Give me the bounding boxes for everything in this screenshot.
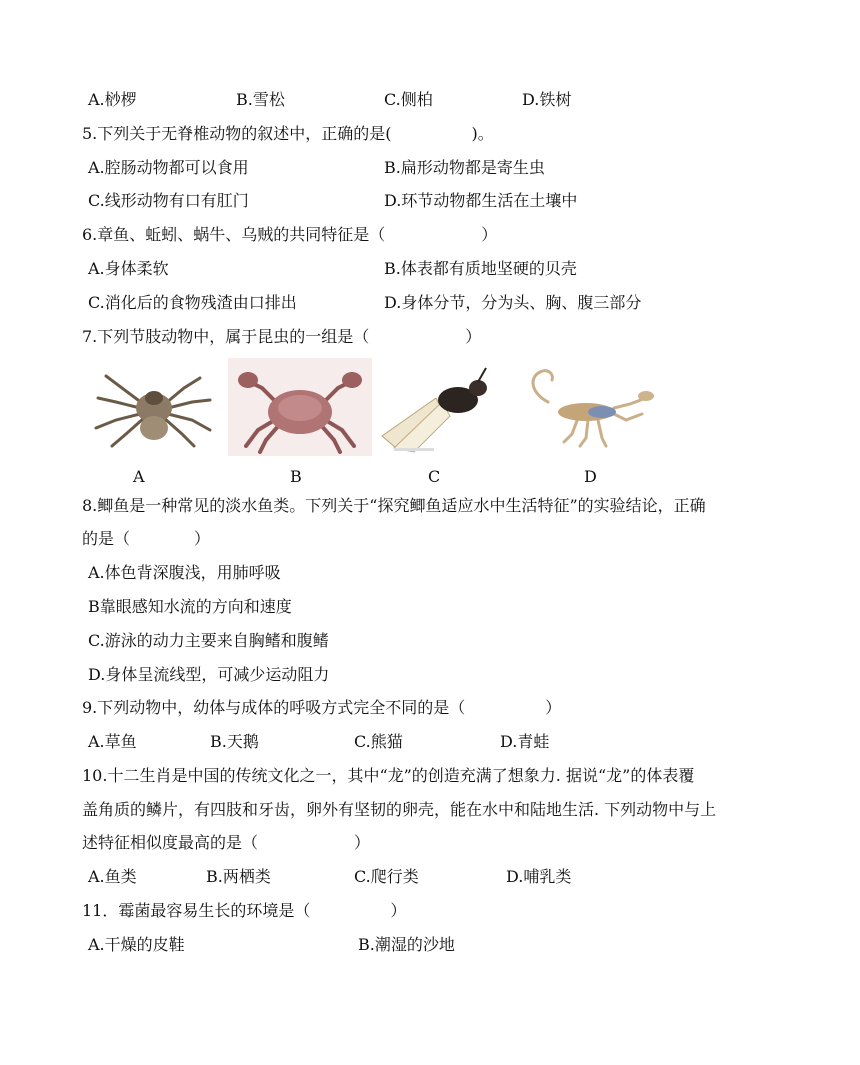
q4-option-d: D.铁树: [522, 90, 572, 109]
q8-option-c: C.游泳的动力主要来自胸鳍和腹鳍: [88, 631, 329, 650]
q8-stem-line2: 的是（ ）: [82, 529, 211, 548]
q7-image-row: [82, 358, 682, 458]
q10-option-d: D.哺乳类: [506, 867, 572, 886]
q8-stem-line1: 8.鲫鱼是一种常见的淡水鱼类。下列关于“探究鲫鱼适应水中生活特征”的实验结论，正确: [82, 496, 706, 515]
spider-image: [82, 358, 224, 456]
crab-image: [228, 358, 372, 456]
q5-option-b: B.扁形动物都是寄生虫: [384, 158, 545, 177]
q7-stem: 7.下列节肢动物中，属于昆虫的一组是（ ）: [82, 327, 482, 346]
q5-stem: 5.下列关于无脊椎动物的叙述中，正确的是( )。: [82, 124, 494, 143]
q10-stem-line3: 述特征相似度最高的是（ ）: [82, 833, 371, 852]
q6-stem: 6.章鱼、蚯蚓、蜗牛、乌贼的共同特征是（ ）: [82, 225, 498, 244]
q9-option-b: B.天鹅: [210, 732, 259, 751]
q7-label-c: C: [428, 467, 441, 486]
q10-stem-line1: 10.十二生肖是中国的传统文化之一，其中“龙”的创造充满了想象力. 据说“龙”的体表覆: [82, 766, 695, 785]
q9-option-c: C.熊猫: [354, 732, 403, 751]
q4-option-a: A.桫椤: [88, 90, 137, 109]
scorpion-image: [518, 358, 672, 456]
q10-option-a: A.鱼类: [88, 867, 137, 886]
q6-option-b: B.体表都有质地坚硬的贝壳: [384, 259, 577, 278]
cicada-image: [374, 358, 516, 456]
q5-option-a: A.腔肠动物都可以食用: [88, 158, 249, 177]
q9-option-d: D.青蛙: [500, 732, 550, 751]
q6-option-a: A.身体柔软: [88, 259, 169, 278]
q7-label-a: A: [133, 467, 145, 486]
q4-option-b: B.雪松: [236, 90, 285, 109]
q6-option-c: C.消化后的食物残渣由口排出: [88, 293, 297, 312]
q10-option-b: B.两栖类: [206, 867, 271, 886]
q9-stem: 9.下列动物中，幼体与成体的呼吸方式完全不同的是（ ）: [82, 698, 562, 717]
q8-option-d: D.身体呈流线型，可减少运动阻力: [88, 665, 330, 684]
q5-option-c: C.线形动物有口有肛门: [88, 191, 249, 210]
q11-option-a: A.干燥的皮鞋: [88, 935, 185, 954]
q8-option-b: B靠眼感知水流的方向和速度: [88, 597, 292, 616]
q11-stem: 11．霉菌最容易生长的环境是（ ）: [82, 901, 407, 920]
q10-stem-line2: 盖角质的鳞片，有四肢和牙齿，卵外有坚韧的卵壳，能在水中和陆地生活. 下列动物中与上: [82, 800, 717, 819]
q11-option-b: B.潮湿的沙地: [358, 935, 455, 954]
q7-label-b: B: [290, 467, 302, 486]
q9-option-a: A.草鱼: [88, 732, 137, 751]
q4-option-c: C.侧柏: [384, 90, 433, 109]
q10-option-c: C.爬行类: [354, 867, 419, 886]
q5-option-d: D.环节动物都生活在土壤中: [384, 191, 578, 210]
q8-option-a: A.体色背深腹浅，用肺呼吸: [88, 563, 281, 582]
q7-label-d: D: [584, 467, 597, 486]
q6-option-d: D.身体分节，分为头、胸、腹三部分: [384, 293, 642, 312]
